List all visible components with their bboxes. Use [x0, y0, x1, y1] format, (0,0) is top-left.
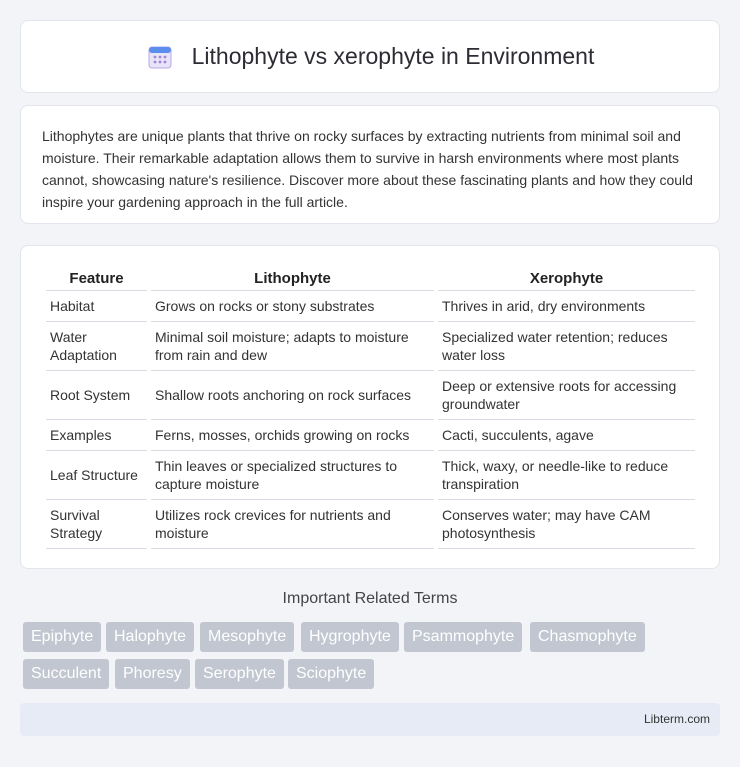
- table-cell: Root System: [46, 371, 147, 420]
- intro-text: Lithophytes are unique plants that thrive on rocky surfaces by extracting nutrients from minimal soil and moisture. Their remarkable adaptation allows them to survive in harsh environments where most plants cannot, showcasing nature's resilience. Discover more about these fascinating plants and how they could inspire your gardening approach in the full article.: [42, 128, 693, 210]
- table-row: [46, 322, 695, 371]
- intro-card: [20, 105, 720, 224]
- tag-chasmophyte[interactable]: Chasmophyte: [530, 622, 645, 652]
- table-cell: Survival Strategy: [46, 500, 147, 549]
- table-cell: Examples: [46, 420, 147, 451]
- table-row: [46, 500, 695, 549]
- table-cell: Thick, waxy, or needle-like to reduce transpiration: [438, 451, 695, 500]
- table-cell: Specialized water retention; reduces water loss: [438, 322, 695, 371]
- calendar-icon: [146, 43, 174, 71]
- header-card: [20, 20, 720, 93]
- column-header-lithophyte: Lithophyte: [151, 267, 434, 291]
- table-row: [46, 451, 695, 500]
- tag-hygrophyte[interactable]: Hygrophyte: [301, 622, 399, 652]
- comparison-table: [42, 267, 699, 549]
- table-cell: Cacti, succulents, agave: [438, 420, 695, 451]
- tag-serophyte[interactable]: Serophyte: [195, 659, 284, 689]
- footer: [20, 703, 720, 736]
- table-cell: Water Adaptation: [46, 322, 147, 371]
- page-title: Lithophyte vs xerophyte in Environment: [191, 43, 595, 69]
- column-header-feature: Feature: [46, 267, 147, 291]
- tag-mesophyte[interactable]: Mesophyte: [200, 622, 294, 652]
- tag-epiphyte[interactable]: Epiphyte: [23, 622, 101, 652]
- table-row: [46, 291, 695, 322]
- footer-site-link[interactable]: Libterm.com: [643, 712, 710, 726]
- table-cell: Deep or extensive roots for accessing groundwater: [438, 371, 695, 420]
- tag-sciophyte[interactable]: Sciophyte: [288, 659, 374, 689]
- tag-succulent[interactable]: Succulent: [23, 659, 109, 689]
- comparison-table-card: [20, 245, 720, 569]
- related-terms-title: Important Related Terms: [282, 590, 458, 607]
- table-cell: Thrives in arid, dry environments: [438, 291, 695, 322]
- table-header-row: [46, 267, 695, 291]
- table-cell: Ferns, mosses, orchids growing on rocks: [151, 420, 434, 451]
- tag-halophyte[interactable]: Halophyte: [106, 622, 194, 652]
- table-row: [46, 371, 695, 420]
- table-cell: Conserves water; may have CAM photosynthesis: [438, 500, 695, 549]
- table-cell: Grows on rocks or stony substrates: [151, 291, 434, 322]
- table-cell: Minimal soil moisture; adapts to moisture from rain and dew: [151, 322, 434, 371]
- table-cell: Thin leaves or specialized structures to capture moisture: [151, 451, 434, 500]
- table-cell: Shallow roots anchoring on rock surfaces: [151, 371, 434, 420]
- table-row: [46, 420, 695, 451]
- table-cell: Leaf Structure: [46, 451, 147, 500]
- column-header-xerophyte: Xerophyte: [438, 267, 695, 291]
- tag-psammophyte[interactable]: Psammophyte: [404, 622, 522, 652]
- table-cell: Habitat: [46, 291, 147, 322]
- table-cell: Utilizes rock crevices for nutrients and moisture: [151, 500, 434, 549]
- tag-phoresy[interactable]: Phoresy: [115, 659, 190, 689]
